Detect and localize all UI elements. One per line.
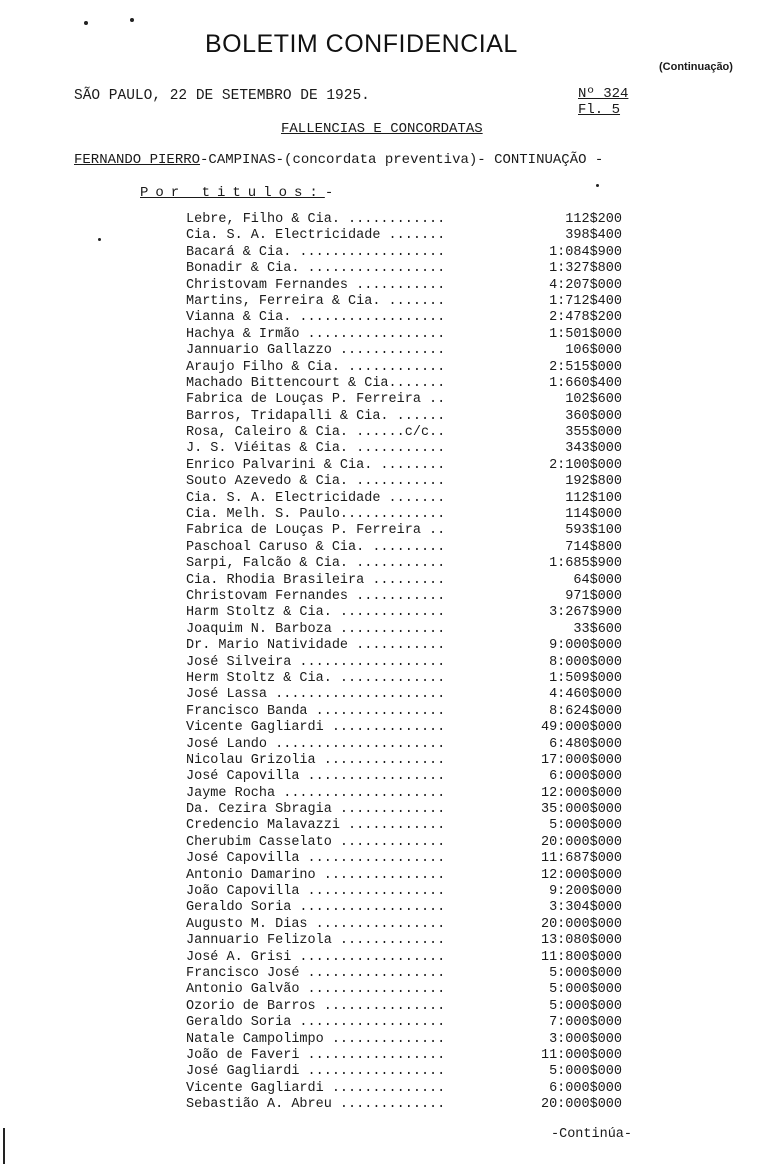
list-item [186,704,636,720]
creditor-amount: 1:685$900 [549,556,622,572]
bulletin-number: Nº 324 [578,86,629,102]
creditor-amount: 12:000$000 [540,867,622,883]
creditor-amount: 5:000$000 [549,818,622,834]
scan-margin-mark [3,1128,5,1164]
creditor-amount: 8:624$000 [549,703,622,719]
list-item [186,523,636,539]
creditor-amount: 20:000$000 [540,834,622,850]
creditor-name: Vicente Gagliardi .............. [186,1080,446,1096]
creditor-amount: 355$000 [565,425,622,441]
creditor-amount: 2:478$200 [549,310,622,326]
list-item [186,441,636,457]
creditor-name: Jannuario Felizola ............. [186,933,446,949]
creditor-amount: 5:000$000 [549,965,622,981]
creditor-amount: 64$000 [573,572,622,588]
creditor-amount: 8:000$000 [549,654,622,670]
creditor-name: Vianna & Cia. .................. [186,310,446,326]
creditor-name: J. S. Viéitas & Cia. ........... [186,441,446,457]
list-item [186,589,636,605]
list-item [186,1064,636,1080]
creditor-amount: 1:509$000 [549,670,622,686]
creditor-name: Lebre, Filho & Cia. ............ [186,212,446,227]
list-item [186,687,636,703]
creditor-amount: 102$600 [565,392,622,408]
creditor-name: Bacará & Cia. .................. [186,244,446,260]
creditor-name: Francisco Banda ................ [186,703,446,719]
creditor-amount: 9:200$000 [549,884,622,900]
creditor-name: José Lando ..................... [186,736,446,752]
creditor-name: Natale Campolimpo .............. [186,1031,446,1047]
list-item [186,327,636,343]
page-title: BOLETIM CONFIDENCIAL [205,30,518,58]
creditor-amount: 4:207$000 [549,277,622,293]
creditor-amount: 20:000$000 [540,1097,622,1113]
list-item [186,228,636,244]
creditor-name: Harm Stoltz & Cia. ............. [186,605,446,621]
list-item [186,507,636,523]
list-item [186,655,636,671]
creditor-name: Enrico Palvarini & Cia. ........ [186,457,446,473]
list-item [186,671,636,687]
creditor-amount: 1:501$000 [549,326,622,342]
list-item [186,392,636,408]
list-item [186,1015,636,1031]
creditor-amount: 971$000 [565,588,622,604]
creditor-name: Rosa, Caleiro & Cia. ......c/c.. [186,425,446,441]
creditor-amount: 6:480$000 [549,736,622,752]
creditor-name: Barros, Tridapalli & Cia. ...... [186,408,446,424]
creditor-amount: 7:000$000 [549,1015,622,1031]
creditor-amount: 192$800 [565,474,622,490]
ink-speck [98,238,101,241]
ink-speck [130,18,134,22]
list-item [186,540,636,556]
continuation-label: (Continuação) [659,61,733,73]
creditor-amount: 3:267$900 [549,605,622,621]
list-item [186,491,636,507]
creditor-name: Credencio Malavazzi ............ [186,818,446,834]
creditor-name: Christovam Fernandes ........... [186,277,446,293]
creditor-amount: 112$100 [565,490,622,506]
list-item [186,769,636,785]
list-item [186,638,636,654]
list-item [186,737,636,753]
creditor-name: Fabrica de Louças P. Ferreira .. [186,523,446,539]
creditor-name: Souto Azevedo & Cia. ........... [186,474,446,490]
creditor-name: Bonadir & Cia. ................. [186,261,446,277]
list-item [186,950,636,966]
list-item [186,802,636,818]
creditor-name: Christovam Fernandes ........... [186,588,446,604]
creditor-name: Cia. S. A. Electricidade ....... [186,228,446,244]
creditor-amount: 5:000$000 [549,982,622,998]
list-heading: Por titulos:- [140,185,341,201]
creditor-name: Paschoal Caruso & Cia. ......... [186,539,446,555]
creditor-amount: 593$100 [565,523,622,539]
list-item [186,966,636,982]
list-item [186,786,636,802]
case-name: FERNANDO PIERRO [74,152,201,168]
dateline: SÃO PAULO, 22 DE SETEMBRO DE 1925. [74,88,370,104]
creditor-amount: 9:000$000 [549,638,622,654]
creditor-amount: 1:712$400 [549,293,622,309]
creditor-name: José Gagliardi ................. [186,1064,446,1080]
list-item [186,1081,636,1097]
case-heading [74,152,603,168]
creditor-name: Antonio Galvão ................. [186,982,446,998]
creditor-amount: 1:327$800 [549,261,622,277]
list-item [186,376,636,392]
list-item [186,458,636,474]
creditor-amount: 3:304$000 [549,900,622,916]
creditor-amount: 11:800$000 [540,949,622,965]
list-item [186,917,636,933]
creditor-list [186,212,636,1113]
list-item [186,294,636,310]
creditor-amount: 343$000 [565,441,622,457]
creditor-amount: 714$800 [565,539,622,555]
creditor-name: Martins, Ferreira & Cia. ....... [186,293,446,309]
creditor-name: Jayme Rocha .................... [186,785,446,801]
list-item [186,409,636,425]
creditor-amount: 11:000$000 [540,1047,622,1063]
list-item [186,556,636,572]
sheet-number: Fl. 5 [578,102,621,118]
creditor-name: Dr. Mario Natividade ........... [186,638,446,654]
creditor-name: Hachya & Irmão ................. [186,326,446,342]
list-item [186,868,636,884]
creditor-name: Fabrica de Louças P. Ferreira .. [186,392,446,408]
creditor-amount: 6:000$000 [549,1080,622,1096]
creditor-amount: 13:080$000 [540,933,622,949]
creditor-name: João Capovilla ................. [186,884,446,900]
creditor-amount: 6:000$000 [549,769,622,785]
list-item [186,753,636,769]
creditor-amount: 2:515$000 [549,359,622,375]
list-item [186,720,636,736]
creditor-name: João de Faveri ................. [186,1047,446,1063]
continues-label: -Continúa- [551,1127,633,1142]
list-item [186,1097,636,1113]
section-title: FALLENCIAS E CONCORDATAS [281,121,483,137]
creditor-name: Sarpi, Falcão & Cia. ........... [186,556,446,572]
creditor-name: José Silveira .................. [186,654,446,670]
creditor-name: Machado Bittencourt & Cia....... [186,375,446,391]
list-item [186,278,636,294]
creditor-name: José Lassa ..................... [186,687,446,703]
list-item [186,851,636,867]
creditor-amount: 5:000$000 [549,1064,622,1080]
case-details: -CAMPINAS-(concordata preventiva)- CONTINUAÇÃO - [200,152,604,168]
list-item [186,1032,636,1048]
list-item [186,310,636,326]
creditor-name: Cia. S. A. Electricidade ....... [186,490,446,506]
list-item [186,884,636,900]
list-item [186,982,636,998]
list-item [186,605,636,621]
creditor-name: Ozorio de Barros ............... [186,998,446,1014]
creditor-name: Araujo Filho & Cia. ............ [186,359,446,375]
list-item [186,343,636,359]
creditor-name: Herm Stoltz & Cia. ............. [186,670,446,686]
creditor-name: Da. Cezira Sbragia ............. [186,802,446,818]
list-item [186,835,636,851]
creditor-name: Antonio Damarino ............... [186,867,446,883]
list-item [186,261,636,277]
creditor-amount: 114$000 [565,507,622,523]
creditor-name: Geraldo Soria .................. [186,900,446,916]
list-item [186,360,636,376]
list-item [186,999,636,1015]
creditor-name: Vicente Gagliardi .............. [186,720,446,736]
creditor-amount: 4:460$000 [549,687,622,703]
list-item [186,818,636,834]
bulletin-reference [578,86,628,118]
creditor-amount: 33$600 [573,621,622,637]
creditor-amount: 398$400 [565,228,622,244]
list-item [186,425,636,441]
creditor-name: José Capovilla ................. [186,769,446,785]
creditor-amount: 49:000$000 [540,720,622,736]
creditor-name: Nicolau Grizolia ............... [186,752,446,768]
list-item [186,573,636,589]
creditor-amount: 360$000 [565,408,622,424]
creditor-amount: 5:000$000 [549,998,622,1014]
list-item [186,212,636,228]
list-item [186,1048,636,1064]
creditor-amount: 1:660$400 [549,375,622,391]
creditor-amount: 2:100$000 [549,457,622,473]
creditor-name: José A. Grisi .................. [186,949,446,965]
creditor-name: Geraldo Soria .................. [186,1015,446,1031]
ink-speck [596,184,599,187]
creditor-name: Cia. Melh. S. Paulo............. [186,507,446,523]
creditor-name: José Capovilla ................. [186,851,446,867]
creditor-name: Joaquim N. Barboza ............. [186,621,446,637]
creditor-amount: 12:000$000 [540,785,622,801]
creditor-amount: 1:084$900 [549,244,622,260]
list-item [186,933,636,949]
creditor-amount: 35:000$000 [540,802,622,818]
creditor-amount: 106$000 [565,343,622,359]
creditor-name: Cia. Rhodia Brasileira ......... [186,572,446,588]
list-item [186,474,636,490]
ink-speck [84,21,88,25]
creditor-amount: 20:000$000 [540,916,622,932]
creditor-amount: 11:687$000 [540,851,622,867]
list-item [186,245,636,261]
creditor-amount: 3:000$000 [549,1031,622,1047]
creditor-name: Cherubim Casselato ............. [186,834,446,850]
creditor-name: Francisco José ................. [186,965,446,981]
creditor-amount: 112$200 [565,212,622,227]
creditor-name: Augusto M. Dias ................ [186,916,446,932]
list-item [186,900,636,916]
creditor-amount: 17:000$000 [540,752,622,768]
list-item [186,622,636,638]
creditor-name: Jannuario Gallazzo ............. [186,343,446,359]
creditor-name: Sebastião A. Abreu ............. [186,1097,446,1113]
